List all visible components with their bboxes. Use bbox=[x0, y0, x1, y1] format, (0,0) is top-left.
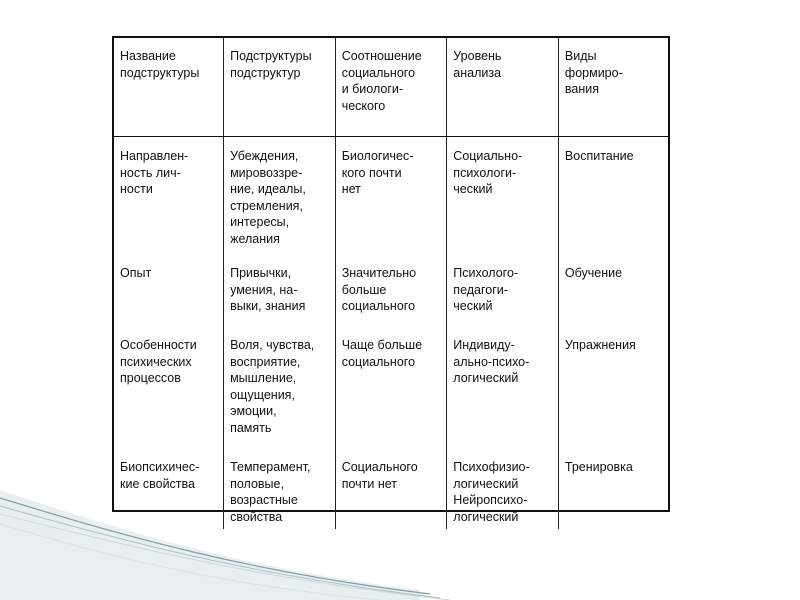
table-cell: Воспитание bbox=[558, 137, 668, 260]
header-cell-analysis-level: Уровень анализа bbox=[447, 38, 559, 137]
table-row bbox=[114, 259, 668, 331]
table-cell: Упражнения bbox=[558, 331, 668, 453]
header-cell-sub-substructures: Подструктуры подструктур bbox=[224, 38, 336, 137]
table-header-row bbox=[114, 38, 668, 137]
table-cell: Психофизио- логический Нейропсихо- логический bbox=[447, 453, 559, 529]
table-cell: Чаще больше социального bbox=[335, 331, 447, 453]
table-cell: Биологичес- кого почти нет bbox=[335, 137, 447, 260]
table-cell: Тренировка bbox=[558, 453, 668, 529]
table-row bbox=[114, 331, 668, 453]
table-row bbox=[114, 137, 668, 260]
table-cell: Обучение bbox=[558, 259, 668, 331]
table-cell: Особенности психических процессов bbox=[120, 338, 197, 385]
table-cell: Привычки, умения, на- выки, знания bbox=[224, 259, 336, 331]
table-cell: Индивиду- ально-психо- логический bbox=[447, 331, 559, 453]
table-cell: Социального почти нет bbox=[335, 453, 447, 529]
table-cell: Значительно больше социального bbox=[335, 259, 447, 331]
header-cell-substructure-name: Название подструктуры bbox=[114, 38, 224, 137]
table-cell: Темперамент, половые, возрастные свойства bbox=[224, 453, 336, 529]
table-cell: Направлен- ность лич- ности bbox=[120, 149, 189, 196]
table-cell: Убеждения, мировоззре- ние, идеалы, стремления, интересы, желания bbox=[224, 137, 336, 260]
table-row bbox=[114, 453, 668, 529]
table-cell: Опыт bbox=[120, 266, 152, 280]
table bbox=[114, 38, 668, 529]
table-cell: Воля, чувства, восприятие, мышление, ощущения, эмоции, память bbox=[224, 331, 336, 453]
table-cell: Психолого- педагоги- ческий bbox=[447, 259, 559, 331]
header-cell-social-biological-ratio: Соотношение социального и биологи- ческого bbox=[335, 38, 447, 137]
personality-structure-table bbox=[112, 36, 670, 524]
table-cell: Социально- психологи- ческий bbox=[447, 137, 559, 260]
table-cell: Биопсихичес- кие свойства bbox=[120, 460, 200, 491]
header-cell-formation-types: Виды формиро- вания bbox=[558, 38, 668, 137]
